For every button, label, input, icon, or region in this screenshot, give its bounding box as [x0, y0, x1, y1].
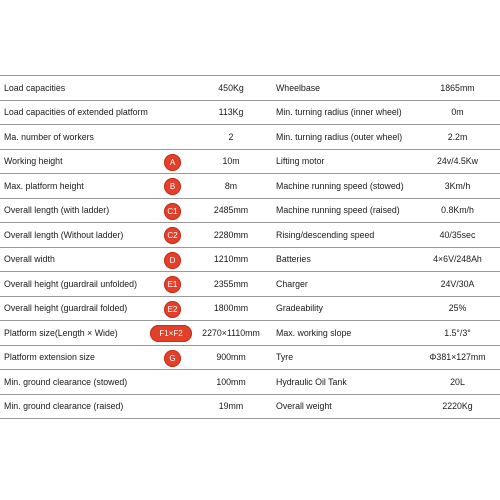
dimension-marker-badge: B	[164, 178, 181, 195]
left-spec-label: Min. ground clearance (stowed)	[4, 376, 128, 387]
right-spec-value: 20L	[450, 376, 465, 387]
left-spec-value: 900mm	[216, 352, 246, 363]
spec-row	[0, 395, 500, 420]
left-spec-label: Working height	[4, 156, 63, 167]
spec-table	[0, 75, 500, 419]
right-spec-label: Rising/descending speed	[276, 229, 375, 240]
spec-row	[0, 150, 500, 175]
right-spec-value: 24V/30A	[440, 278, 475, 289]
right-spec-value: Φ381×127mm	[429, 352, 486, 363]
dimension-marker-badge: C2	[164, 227, 181, 244]
right-spec-value: 24v/4.5Kw	[436, 156, 479, 167]
left-spec-value: 450Kg	[218, 82, 244, 93]
dimension-marker-badge: C1	[164, 203, 181, 220]
spec-row	[0, 346, 500, 371]
right-spec-label: Machine running speed (raised)	[276, 205, 400, 216]
right-spec-value: 0m	[451, 107, 464, 118]
dimension-marker-badge: F1×F2	[150, 325, 192, 342]
spec-row	[0, 174, 500, 199]
right-spec-value: 1.5°/3°	[444, 327, 471, 338]
dimension-marker-badge: A	[164, 154, 181, 171]
left-spec-label: Min. ground clearance (raised)	[4, 401, 124, 412]
left-spec-value: 113Kg	[218, 107, 244, 118]
right-spec-value: 0.8Km/h	[441, 205, 474, 216]
left-spec-label: Overall length (with ladder)	[4, 205, 110, 216]
left-spec-value: 2355mm	[213, 278, 249, 289]
right-spec-label: Max. working slope	[276, 327, 352, 338]
right-spec-value: 25%	[448, 303, 467, 314]
left-spec-value: 100mm	[216, 376, 246, 387]
left-spec-value: 1800mm	[213, 303, 249, 314]
right-spec-label: Min. turning radius (inner wheel)	[276, 107, 402, 118]
left-spec-label: Load capacities of extended platform	[4, 107, 148, 118]
dimension-marker-badge: E1	[164, 276, 181, 293]
right-spec-label: Tyre	[276, 352, 294, 363]
right-spec-label: Machine running speed (stowed)	[276, 180, 404, 191]
left-spec-label: Platform size(Length × Wide)	[4, 327, 118, 338]
left-spec-value: 2485mm	[213, 205, 249, 216]
spec-row	[0, 297, 500, 322]
left-spec-label: Load capacities	[4, 82, 66, 93]
right-spec-value: 3Km/h	[444, 180, 471, 191]
left-spec-label: Ma. number of workers	[4, 131, 94, 142]
right-spec-value: 4×6V/248Ah	[433, 254, 482, 265]
spec-row	[0, 223, 500, 248]
left-spec-label: Overall height (guardrail unfolded)	[4, 278, 138, 289]
spec-row	[0, 248, 500, 273]
right-spec-value: 2220Kg	[442, 401, 473, 412]
dimension-marker-badge: D	[164, 252, 181, 269]
right-spec-value: 2.2m	[447, 131, 468, 142]
right-spec-label: Hydraulic Oil Tank	[276, 376, 347, 387]
left-spec-value: 2280mm	[213, 229, 249, 240]
right-spec-label: Batteries	[276, 254, 311, 265]
left-spec-label: Overall length (Without ladder)	[4, 229, 124, 240]
right-spec-label: Overall weight	[276, 401, 332, 412]
right-spec-label: Lifting motor	[276, 156, 325, 167]
left-spec-label: Overall height (guardrail folded)	[4, 303, 128, 314]
spec-row	[0, 370, 500, 395]
right-spec-value: 40/35sec	[439, 229, 476, 240]
left-spec-value: 8m	[224, 180, 238, 191]
left-spec-label: Platform extension size	[4, 352, 95, 363]
left-spec-value: 10m	[222, 156, 240, 167]
right-spec-label: Min. turning radius (outer wheel)	[276, 131, 403, 142]
left-spec-value: 2270×1110mm	[202, 327, 260, 338]
spec-row	[0, 76, 500, 101]
spec-row	[0, 199, 500, 224]
dimension-marker-badge: G	[164, 350, 181, 367]
spec-row	[0, 321, 500, 346]
right-spec-label: Gradeability	[276, 303, 323, 314]
dimension-marker-badge: E2	[164, 301, 181, 318]
left-spec-value: 2	[228, 131, 234, 142]
left-spec-value: 1210mm	[213, 254, 249, 265]
right-spec-value: 1865mm	[440, 82, 475, 93]
spec-row	[0, 101, 500, 126]
right-spec-label: Charger	[276, 278, 308, 289]
left-spec-label: Overall width	[4, 254, 55, 265]
spec-row	[0, 272, 500, 297]
right-spec-label: Wheelbase	[276, 82, 321, 93]
spec-row	[0, 125, 500, 150]
left-spec-value: 19mm	[218, 401, 244, 412]
left-spec-label: Max. platform height	[4, 180, 84, 191]
